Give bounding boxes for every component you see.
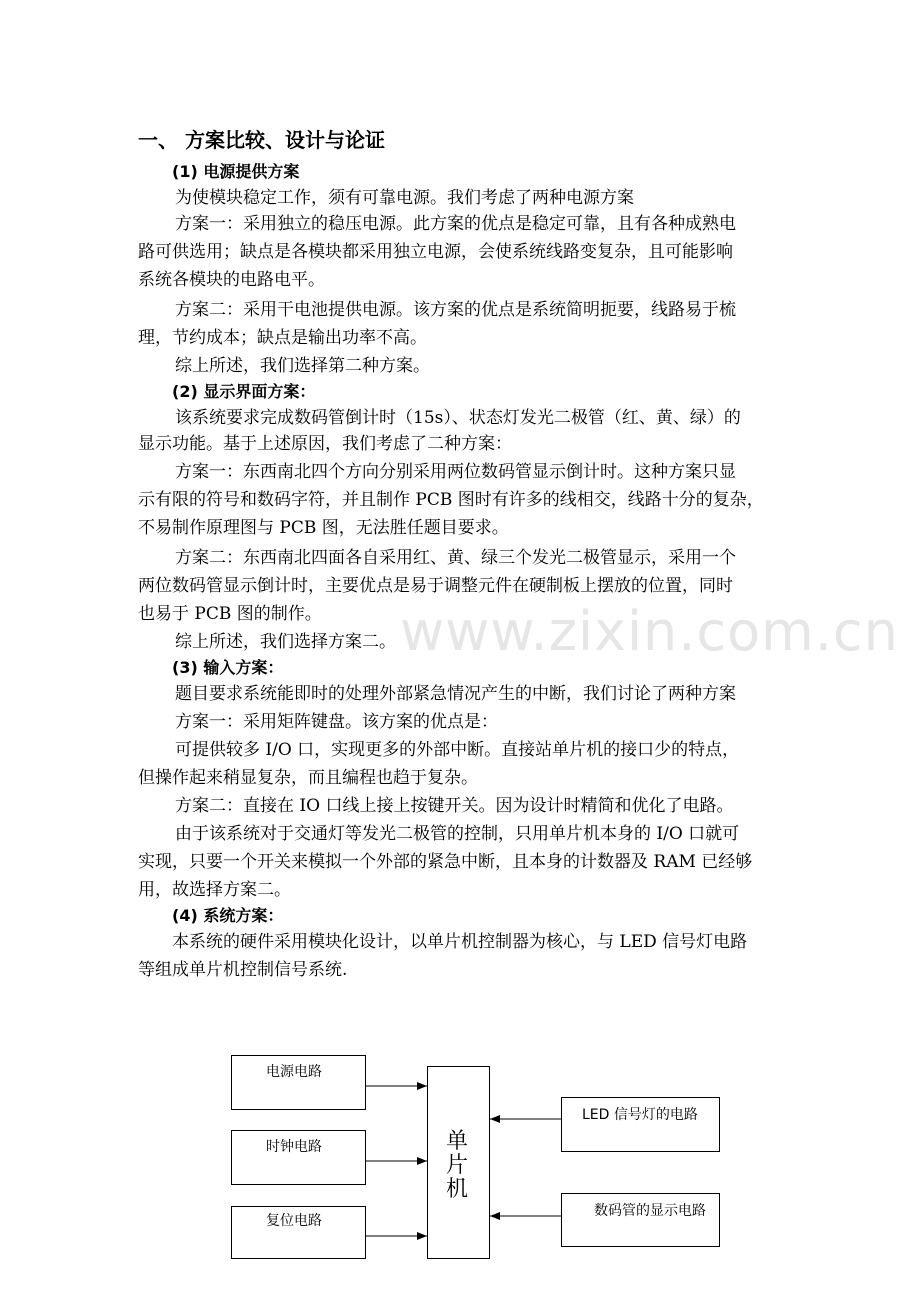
paragraph-line: 综上所述，我们选择方案二。 xyxy=(175,632,396,652)
paragraph-line: 用，故选择方案二。 xyxy=(138,880,291,900)
mcu-label-char-1: 单 xyxy=(445,1129,469,1154)
paragraph-line: 本系统的硬件采用模块化设计，以单片机控制器为核心，与 LED 信号灯电路 xyxy=(172,932,748,952)
led-circuit-label: LED 信号灯的电路 xyxy=(582,1107,698,1123)
paragraph-line: 方案一：东西南北四个方向分别采用两位数码管显示倒计时。这种方案只显 xyxy=(175,462,736,482)
subheading-input: (3) 输入方案： xyxy=(172,658,284,677)
paragraph-line: 方案二：直接在 IO 口线上接上按键开关。因为设计时精简和优化了电路。 xyxy=(175,796,734,816)
mcu-label-char-3: 机 xyxy=(445,1177,469,1202)
subheading-power: (1) 电源提供方案 xyxy=(172,162,300,181)
paragraph-line: 方案二：东西南北四面各自采用红、黄、绿三个发光二极管显示，采用一个 xyxy=(175,548,736,568)
reset-circuit-label: 复位电路 xyxy=(266,1213,322,1229)
paragraph-line: 也易于 PCB 图的制作。 xyxy=(138,604,322,624)
paragraph-line: 方案二：采用干电池提供电源。该方案的优点是系统简明扼要，线路易于梳 xyxy=(175,300,736,320)
paragraph-line: 理，节约成本；缺点是输出功率不高。 xyxy=(138,328,427,348)
paragraph-line: 路可供选用；缺点是各模块都采用独立电源，会使系统线路变复杂，且可能影响 xyxy=(138,242,733,262)
paragraph-line: 方案一：采用矩阵键盘。该方案的优点是： xyxy=(175,712,498,732)
paragraph-line: 示有限的符号和数码字符，并且制作 PCB 图时有许多的线相交，线路十分的复杂， xyxy=(138,490,764,510)
subheading-display: (2) 显示界面方案： xyxy=(172,382,316,401)
subheading-system: (4) 系统方案： xyxy=(172,906,284,925)
paragraph-line: 等组成单片机控制信号系统. xyxy=(138,960,348,980)
paragraph-line: 综上所述，我们选择第二种方案。 xyxy=(175,356,430,376)
paragraph-line: 题目要求系统能即时的处理外部紧急情况产生的中断，我们讨论了两种方案 xyxy=(175,684,736,704)
paragraph-line: 但操作起来稍显复杂，而且编程也趋于复杂。 xyxy=(138,768,478,788)
power-circuit-label: 电源电路 xyxy=(266,1064,322,1080)
paragraph-line: 显示功能。基于上述原因，我们考虑了二种方案： xyxy=(138,434,512,454)
paragraph-line: 实现，只要一个开关来模拟一个外部的紧急中断，且本身的计数器及 RAM 已经够 xyxy=(138,852,753,872)
section-heading: 一、 方案比较、设计与论证 xyxy=(138,128,385,152)
paragraph-line: 为使模块稳定工作，须有可靠电源。我们考虑了两种电源方案 xyxy=(175,188,634,208)
paragraph-line: 方案一：采用独立的稳压电源。此方案的优点是稳定可靠，且有各种成熟电 xyxy=(175,214,736,234)
display-circuit-box xyxy=(562,1194,720,1247)
paragraph-line: 由于该系统对于交通灯等发光二极管的控制，只用单片机本身的 I/O 口就可 xyxy=(175,824,740,844)
paragraph-line: 不易制作原理图与 PCB 图，无法胜任题目要求。 xyxy=(138,518,509,538)
paragraph-line: 两位数码管显示倒计时，主要优点是易于调整元件在硬制板上摆放的位置，同时 xyxy=(138,576,733,596)
led-circuit-box xyxy=(562,1098,720,1152)
mcu-label-char-2: 片 xyxy=(445,1153,469,1178)
watermark: www.zixin.com.cn xyxy=(400,600,899,663)
paragraph-line: 可提供较多 I/O 口，实现更多的外部中断。直接站单片机的接口少的特点， xyxy=(175,740,740,760)
display-circuit-label: 数码管的显示电路 xyxy=(594,1203,706,1219)
paragraph-line: 该系统要求完成数码管倒计时（15s）、状态灯发光二极管（红、黄、绿）的 xyxy=(175,408,741,428)
paragraph-line: 系统各模块的电路电平。 xyxy=(138,270,325,290)
clock-circuit-label: 时钟电路 xyxy=(266,1139,322,1155)
